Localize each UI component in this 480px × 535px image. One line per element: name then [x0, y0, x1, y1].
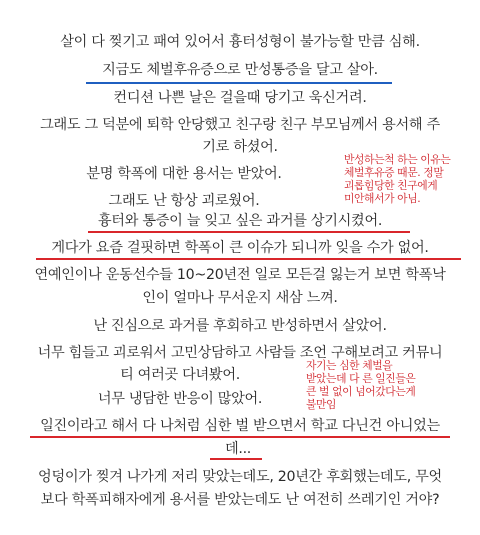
doc-line-15: 너무 냉담한 반응이 많았어.: [97, 391, 263, 407]
doc-line-17: 데...: [224, 441, 252, 457]
red-underline-4: [210, 458, 262, 460]
doc-line-10: 연예인이나 운동선수들 10~20년전 일로 모든걸 잃는거 보면 학폭낙: [34, 267, 446, 283]
red-underline-1: [88, 231, 410, 233]
red-annotation-2: [306, 359, 415, 411]
annotation-2-line-1: 자기는 심한 체벌을: [306, 359, 393, 372]
annotation-2-line-4: 불만임: [306, 398, 337, 411]
doc-line-9: 게다가 요즘 걸핏하면 학폭이 큰 이슈가 되니까 잊을 수가 없어.: [51, 240, 429, 256]
doc-line-5: 기로 하셨어.: [202, 139, 278, 155]
doc-line-14: 티 여러곳 다녀봤어.: [120, 367, 240, 383]
doc-line-3: 컨디션 나쁜 날은 걸을때 당기고 욱신거려.: [113, 90, 367, 106]
annotation-2-line-2: 받았는데 다 른 일진들은: [306, 372, 416, 385]
doc-line-13: 너무 힘들고 괴로워서 고민상담하고 사람들 조언 구해보려고 커뮤니: [37, 345, 443, 361]
red-annotation-1: [344, 153, 450, 205]
blue-underline: [86, 82, 392, 84]
doc-line-19: 보다 학폭피해자에게 용서를 받았는데도 난 여전히 쓰레기인 거야?: [40, 492, 440, 508]
annotation-1-line-2: 체벌후유증 때문. 정말: [344, 166, 444, 179]
annotation-1-line-4: 미안해서가 아님.: [344, 192, 421, 205]
annotation-1-line-3: 괴롭힘당한 친구에게: [344, 179, 438, 192]
doc-line-1: 살이 다 찢기고 패여 있어서 흉터성형이 불가능할 만큼 심해.: [60, 34, 420, 50]
annotation-2-line-3: 큰 벌 없이 넘어갔다는게: [306, 385, 416, 398]
doc-line-7: 그래도 난 항상 괴로웠어.: [108, 193, 260, 209]
doc-line-8: 흉터와 통증이 늘 잊고 싶은 과거를 상기시켰어.: [97, 213, 383, 229]
red-underline-2: [36, 258, 461, 260]
doc-line-2: 지금도 체벌후유증으로 만성통증을 달고 살아.: [102, 62, 378, 78]
doc-line-18: 엉덩이가 찢겨 나가게 저리 맞았는데도, 20년간 후회했는데도, 무엇: [38, 469, 442, 485]
doc-line-16: 일진이라고 해서 다 나처럼 심한 벌 받으면서 학교 다닌건 아니었는: [40, 418, 440, 434]
doc-line-6: 분명 학폭에 대한 용서는 받았어.: [86, 166, 282, 182]
doc-line-11: 인이 얼마나 무서운지 새삼 느껴.: [142, 290, 338, 306]
red-underline-3: [30, 436, 450, 438]
doc-line-12: 난 진심으로 과거를 후회하고 반성하면서 살았어.: [93, 318, 387, 334]
annotation-1-line-1: 반성하는척 하는 이유는: [344, 153, 451, 166]
doc-line-4: 그래도 그 덕분에 퇴학 안당했고 친구랑 친구 부모님께서 용서해 주: [40, 117, 440, 133]
